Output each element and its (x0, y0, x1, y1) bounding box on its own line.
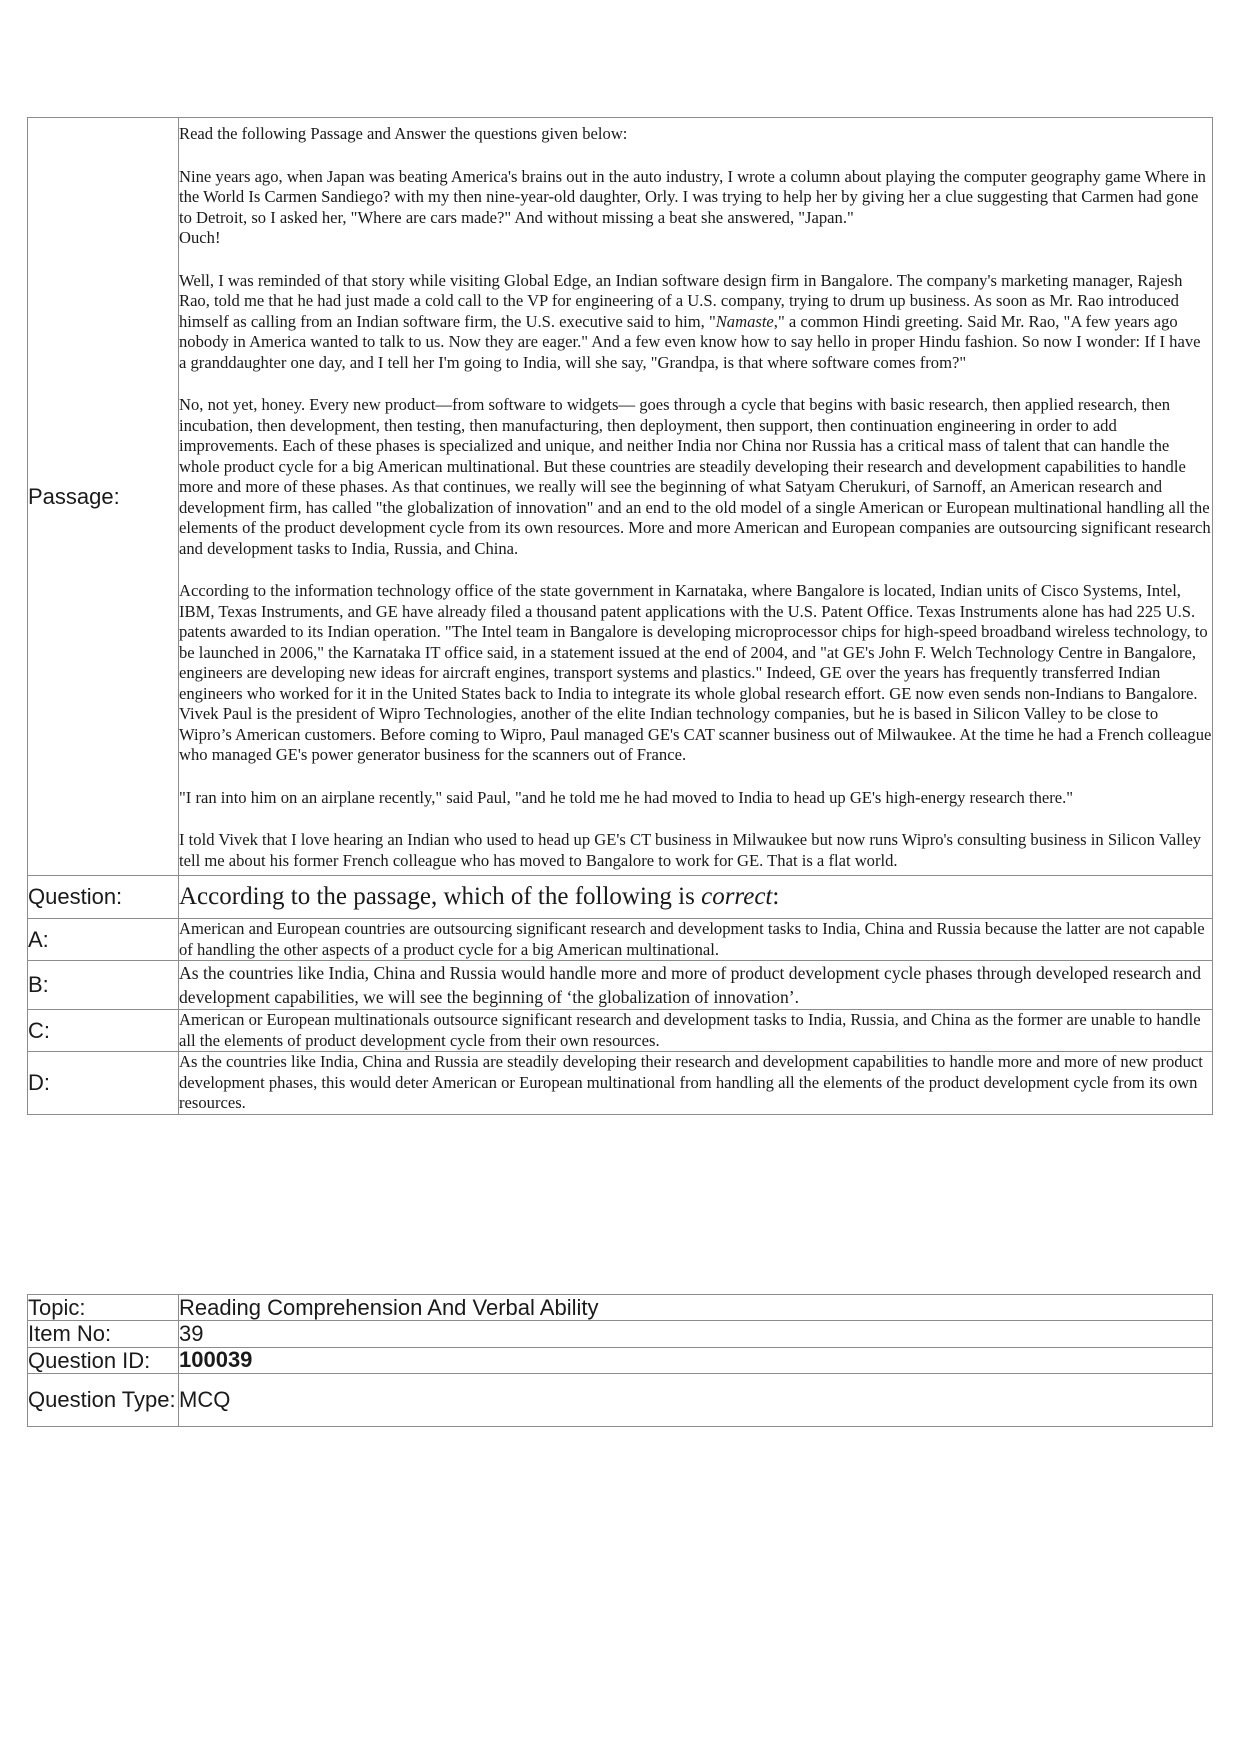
option-d-row[interactable] (28, 1052, 1213, 1115)
item-no-label: Item No: (28, 1321, 179, 1347)
item-no-row (28, 1321, 1213, 1347)
passage-intro: Read the following Passage and Answer the questions given below: (179, 124, 628, 143)
option-b-label: B: (28, 961, 179, 1010)
option-a-label: A: (28, 919, 179, 961)
option-d-text[interactable]: As the countries like India, China and Russia are steadily developing their research and development capabilities to handle more and more of new product development phases, this would deter American or European multinational from handling all the elements of the product development cycle from its own resources. (179, 1052, 1213, 1115)
passage-paragraph-4: According to the information technology office of the state government in Karnataka, where Bangalore is located, Indian units of Cisco Systems, Intel, IBM, Texas Instruments, and GE have already filed a thousand patent applications with the U.S. Patent Office. Texas Instruments alone has had 225 U.S. patents awarded to its Indian operation. "The Intel team in Bangalore is developing microprocessor chips for high-speed broadband wireless technology, to be launched in 2006," the Karnataka IT office said, in a statement issued at the end of 2004, and "at GE's John F. Welch Technology Centre in Bangalore, engineers are developing new ideas for aircraft engines, transport systems and plastics." Indeed, GE over the years has frequently transferred Indian engineers who worked for it in the United States back to India to integrate its whole global research effort. GE now even sends non-Indians to Bangalore. Vivek Paul is the president of Wipro Technologies, another of the elite Indian technology companies, but he is based in Silicon Valley to be close to Wipro’s American customers. Before coming to Wipro, Paul managed GE's CAT scanner business out of Milwaukee. At the time he had a French colleague who managed GE's power generator business for the scanners out of France. (179, 581, 1212, 764)
question-row (28, 876, 1213, 919)
option-a-row[interactable] (28, 919, 1213, 961)
question-text (179, 876, 1213, 919)
question-type-value: MCQ (179, 1373, 1213, 1426)
question-text-colon: : (772, 883, 780, 910)
topic-value: Reading Comprehension And Verbal Ability (179, 1295, 1213, 1321)
option-a-text[interactable]: American and European countries are outsourcing significant research and development tasks to India, China and Russia because the latter are not capable of handling the other aspects of a product cycle for a big American multinational. (179, 919, 1213, 961)
item-no-value: 39 (179, 1321, 1213, 1347)
option-c-label: C: (28, 1010, 179, 1052)
passage-ouch: Ouch! (179, 228, 221, 247)
topic-row (28, 1295, 1213, 1321)
passage-paragraph-1-text: Nine years ago, when Japan was beating America's brains out in the auto industry, I wrote a column about playing the computer geography game Where in the World Is Carmen Sandiego? with my then nine-year-old daughter, Orly. I was trying to help her by giving her a clue suggesting that Carmen had gone to Detroit, so I asked her, "Where are cars made?" And without missing a beat she answered, "Japan." (179, 166, 1206, 227)
passage-paragraph-3: No, not yet, honey. Every new product—from software to widgets— goes through a cycle that begins with basic research, then applied research, then incubation, then development, then testing, then manufacturing, then deployment, then support, then continuation engineering in order to add improvements. Each of these phases is specialized and unique, and neither India nor China nor Russia has a critical mass of talent that can handle the whole product cycle for a big American multinational. But these countries are steadily developing their research and development capabilities to handle more and more of these phases. As that continues, we really will see the beginning of what Satyam Cherukuri, of Sarnoff, an American research and development firm, has called "the globalization of innovation" and an end to the old model of a single American or European multinational handling all the elements of the product development cycle from its own resources. More and more American and European companies are outsourcing significant research and development tasks to India, Russia, and China. (179, 395, 1211, 558)
passage-paragraph-2-part-2: ," a common Hindi greeting. Said Mr. Rao, "A few years ago nobody in America wanted to talk to us. Now they are eager." And a few even know how to say hello in proper Hindu fashion. So now I wonder: If I have a granddaughter one day, and I tell her I'm going to India, will she say, "Grandpa, is that where software comes from?" (179, 311, 1201, 372)
passage-paragraph-2 (179, 271, 1212, 374)
passage-paragraph-6: I told Vivek that I love hearing an Indian who used to head up GE's CT business in Milwaukee but now runs Wipro's consulting business in Silicon Valley tell me about his former French colleague who has moved to Bangalore to work for GE. That is a flat world. (179, 830, 1202, 870)
option-b-row[interactable] (28, 961, 1213, 1010)
question-type-row (28, 1373, 1213, 1426)
question-text-italic: correct (701, 883, 773, 910)
option-b-text[interactable]: As the countries like India, China and Russia would handle more and more of product development cycle phases through developed research and development capabilities, we will see the beginning of ‘the globalization of innovation’. (179, 961, 1213, 1010)
option-c-text[interactable]: American or European multinationals outsource significant research and development tasks to India, Russia, and China as the former are unable to handle all the elements of product development cycle from their own resources. (179, 1010, 1213, 1052)
question-text-main: According to the passage, which of the following is (179, 883, 702, 910)
question-label: Question: (28, 876, 179, 919)
passage-label: Passage: (28, 118, 179, 876)
passage-paragraph-2-part-1: Well, I was reminded of that story while visiting Global Edge, an Indian software design firm in Bangalore. The company's marketing manager, Rajesh Rao, told me that he had just made a cold call to the VP for engineering of a U.S. company, trying to drum up business. As soon as Mr. Rao introduced himself as calling from an Indian software firm, the U.S. executive said to him, " (179, 270, 1183, 331)
option-c-row[interactable] (28, 1010, 1213, 1052)
question-id-label: Question ID: (28, 1347, 179, 1373)
question-id-value: 100039 (179, 1347, 1213, 1373)
passage-text (179, 118, 1213, 876)
passage-paragraph-1 (179, 167, 1212, 249)
question-id-row (28, 1347, 1213, 1373)
passage-row (28, 118, 1213, 876)
metadata-table (27, 1294, 1213, 1427)
topic-label: Topic: (28, 1295, 179, 1321)
passage-paragraph-5: "I ran into him on an airplane recently," said Paul, "and he told me he had moved to India to head up GE's high-energy research there." (179, 787, 1074, 807)
option-d-label: D: (28, 1052, 179, 1115)
question-type-label: Question Type: (28, 1373, 179, 1426)
passage-namaste: Namaste (715, 311, 774, 331)
question-table (27, 117, 1213, 1115)
